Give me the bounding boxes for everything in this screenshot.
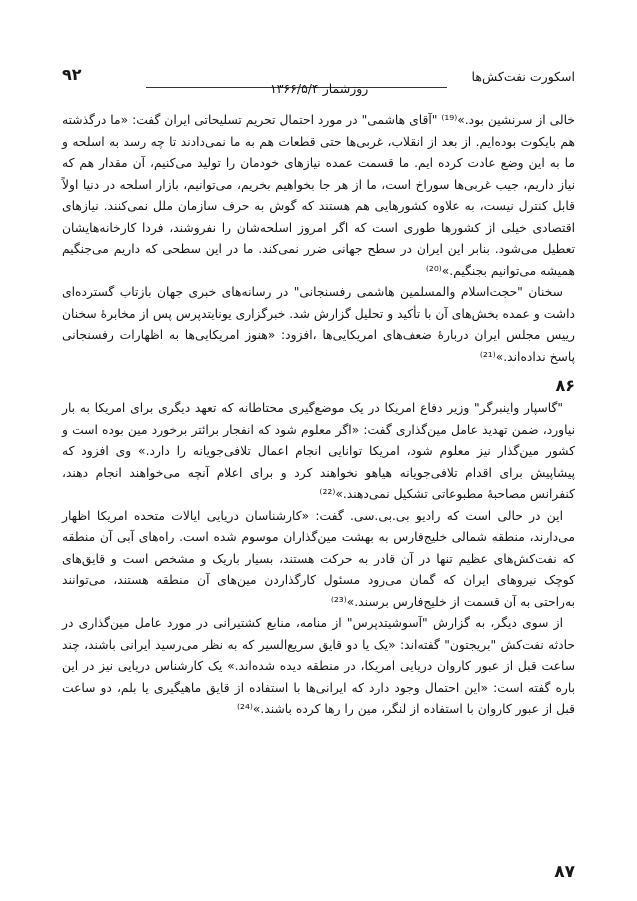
paragraph-3: "گاسپار واینبرگر" وزیر دفاع امریکا در یک موضع‌گیری محتاطانه که تعهد دیگری برای امریکا به بار نیاورد، ضمن تهدید عامل مین‌گذاری گفت: «اگر معلوم شود که انفجار برائتر برخورد مین بوده است و کشور مین‌گذار نیز معلوم شود، امریکا توانایی انجام اعمال تلافی‌جویانه را دارد.» وی افزود که پیشاپیش برای اقدام تلافی‌جویانه هیاهو نخواهند کرد و برای اعلام آنچه می‌خواهند انجام دهند، کنفرانس مصاحبهٔ مطبوعاتی تشکیل نمی‌دهند.»⁽²²⁾ [62,401,575,501]
page-body [62,110,575,721]
section-number-87: ۸۷ [554,862,575,882]
paragraph-5: از سوی دیگر، به گزارش "آسوشیتدپرس" از منامه، منابع کشتیرانی در مورد عامل مین‌گذاری در حادثه نفت‌کش "بریجتون" گفته‌اند: «یک یا دو قایق سریع‌السیر که به نظر می‌رسید ایرانی باشند، چند ساعت قبل از عبور کاروان دریایی امریکا، در منطقه دیده شده‌اند.» یک کارشناس دریایی نیز در این باره گفته است: «این احتمال وجود دارد که ایرانی‌ها با استفاده از قایق ماهیگیری یا بلم، دو ساعت قبل از عبور کاروان با استفاده از لنگر، مین را رها کرده باشند.»⁽²⁴⁾ [62,616,575,716]
page-number: ۹۲ [62,65,82,84]
paragraph-4: این در حالی است که رادیو بی.بی.سی. گفت: «کارشناسان دریایی ایالات متحده امریکا اظهار می‌دارند، منطقه شمالی خلیج‌فارس به بهشت مین‌گذاران موسوم شده است. راه‌های آبی آن منطقه که نفت‌کش‌های عظیم تنها در آن قادر به حرکت هستند، بسیار باریک و مشخص است و قایق‌های کوچک نیروهای ایران که گمان می‌رود مسئول کارگذاردن مین‌های آن منطقه هستند، می‌توانند به‌راحتی به آن قسمت از خلیج‌فارس برسند.»⁽²³⁾ [62,508,575,609]
section-number-86: ۸۶ [555,376,575,395]
running-title: اسکورت نفت‌کش‌ها [471,69,575,84]
running-date: روزشمار ۱۳۶۶/۵/۴ [270,81,369,96]
page-header [62,66,575,96]
paragraph-1: خالی از سرنشین بود.»⁽¹⁹⁾ "آقای هاشمی" در مورد احتمال تحریم تسلیحاتی ایران گفت: «ما درگذشته هم بایکوت بوده‌ایم. از بعد از انقلاب، غربی‌ها حتی قطعات هم به ما نمی‌دادند تا چه رسد به اسلحه و ما به این وضع عادت کرده ایم. ما قسمت عمده نیازهای خودمان را تولید می‌کنیم، آن مقدار هم که نیاز داریم، جیب غربی‌ها سوراخ است، ما از هر جا بخواهیم بخریم، می‌توانیم، بازار اسلحه در دنیا اولاً قابل کنترل نیست، به علاوه کشورهایی هم هستند که گوش به حرف سازمان ملل نمی‌کنند. نیازهای اقتصادی خیلی از کشورها طوری است که اگر امروز اسلحه‌شان را نفروشند، فردا کارخانه‌هایشان تعطیل می‌شود. بنابر این ایران در سطح جهانی ضرر نمی‌کند. ما در این سطحی که داریم می‌جنگیم همیشه می‌توانیم بجنگیم.»⁽²⁰⁾ [62,113,575,278]
paragraph-2: سخنان "حجت‌اسلام والمسلمین هاشمی رفسنجانی" در رسانه‌های خبری جهان بازتاب گسترده‌ای داشت و عمده بخش‌های آن با تأکید و تحلیل گزارش شد. خبرگزاری یونایتدپرس پس از مخابرهٔ سخنان رییس مجلس ایران دربارهٔ ضعف‌های امریکایی‌ها ،افزود: «هنوز امریکایی‌ها به اظهارات رفسنجانی پاسخ نداده‌اند.»⁽²¹⁾ [62,285,575,364]
